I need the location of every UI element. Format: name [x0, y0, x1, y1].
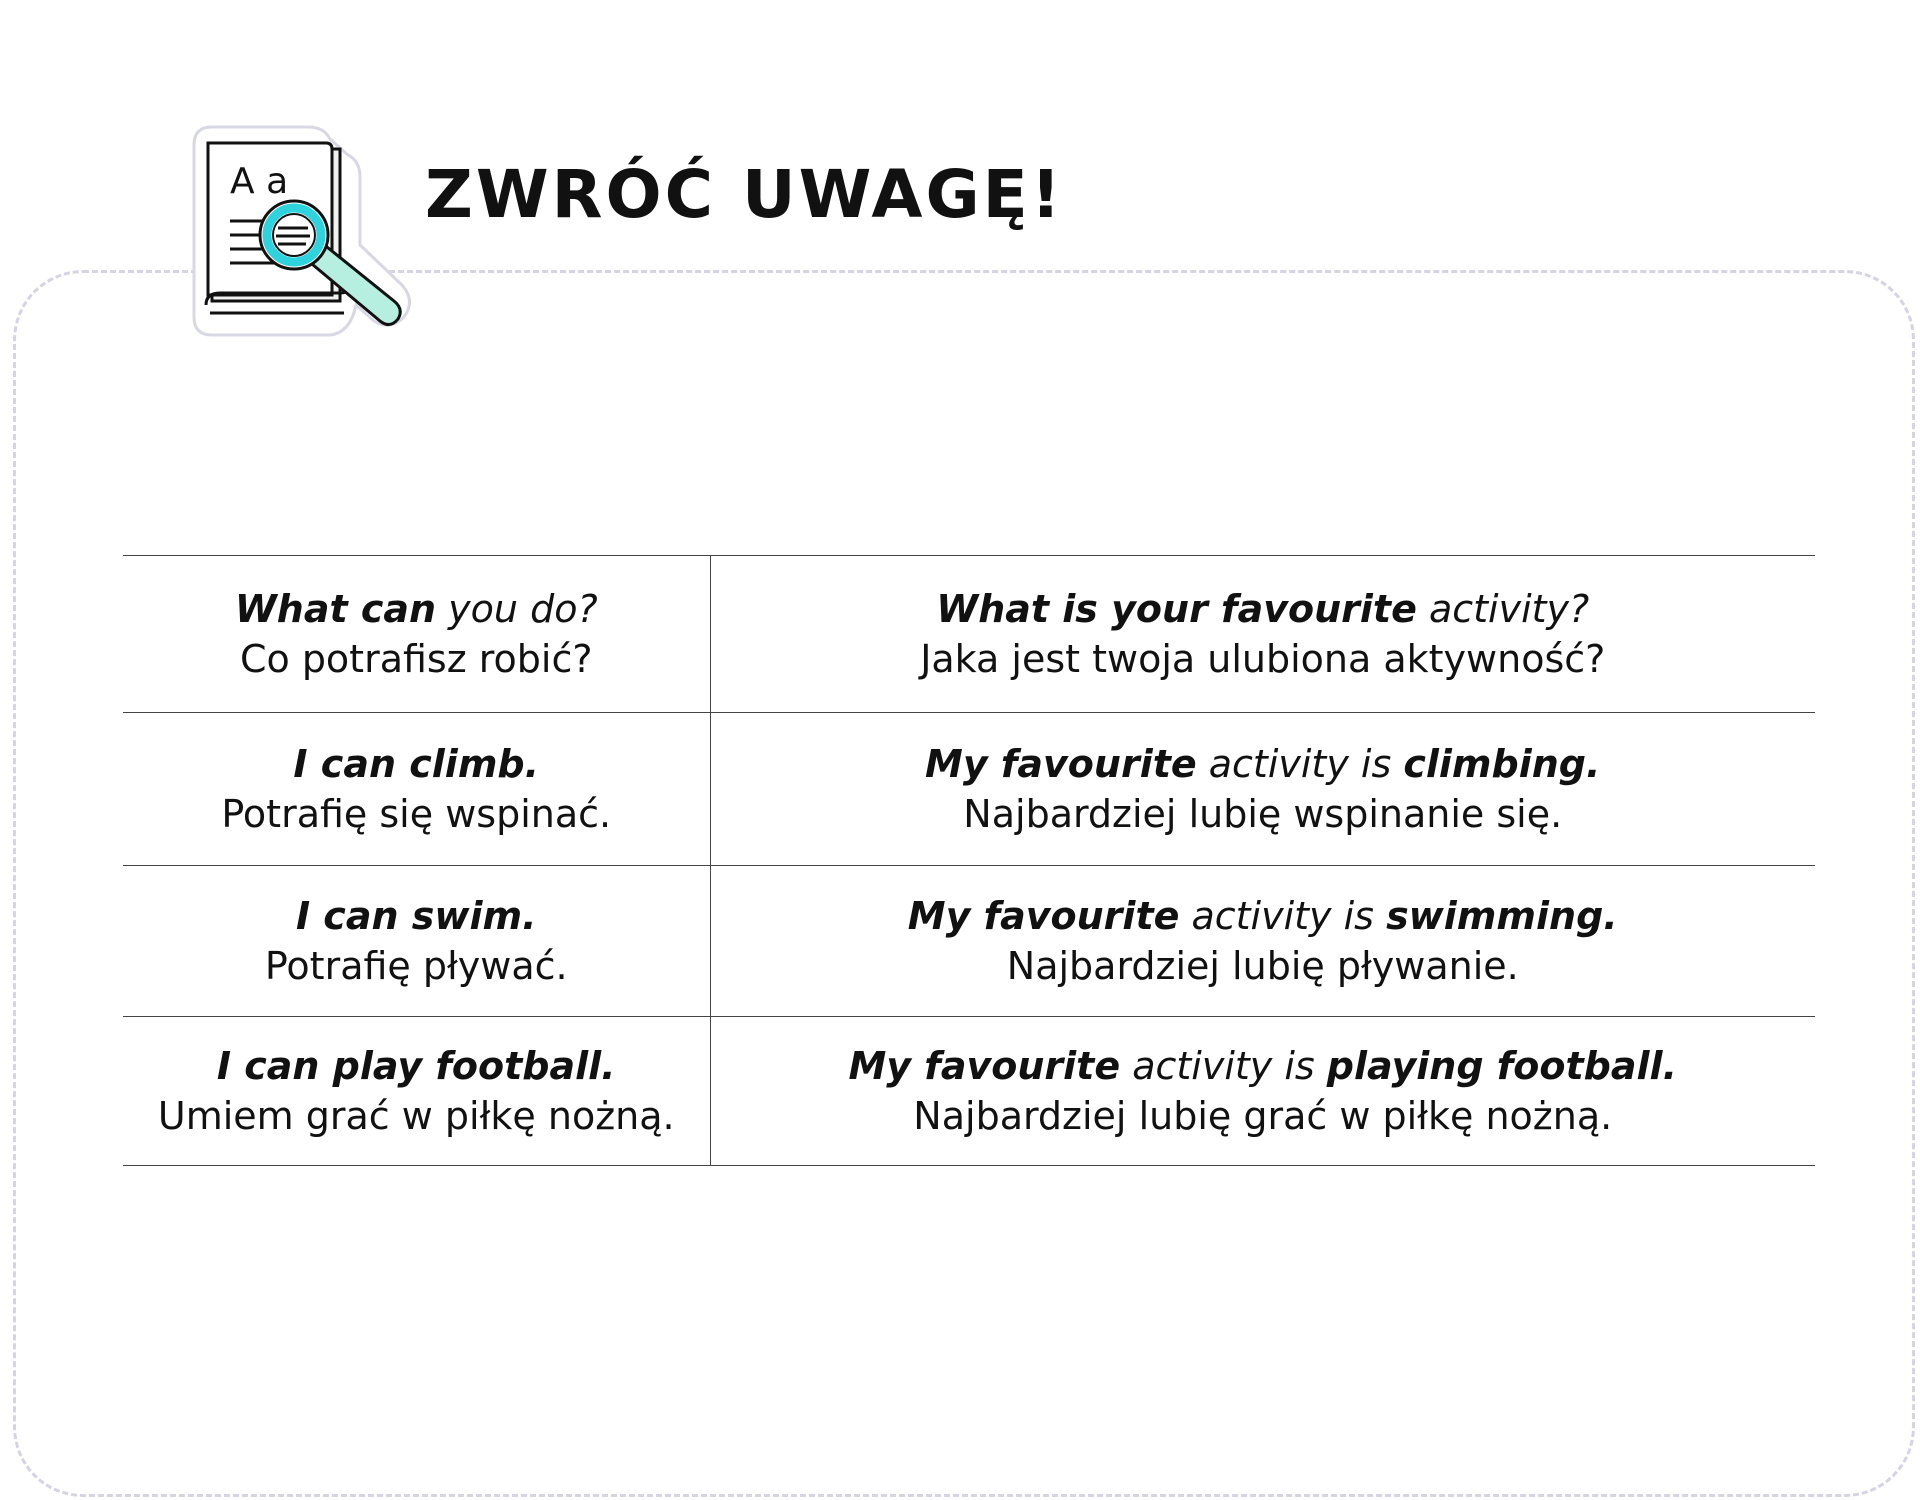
phrase-emphasis: climbing.	[1403, 742, 1601, 786]
english-phrase	[711, 739, 1816, 789]
phrase-emphasis: What can	[234, 587, 437, 631]
polish-translation: Najbardziej lubię wspinanie się.	[963, 792, 1563, 836]
english-phrase	[123, 1041, 710, 1091]
ability-cell	[123, 556, 710, 713]
phrase-table-body	[123, 556, 1815, 1166]
polish-translation: Potrafię pływać.	[264, 944, 568, 988]
table-row	[123, 556, 1815, 713]
polish-translation: Umiem grać w piłkę nożną.	[157, 1094, 675, 1138]
table-row	[123, 1017, 1815, 1166]
favourite-activity-cell	[710, 866, 1815, 1017]
polish-translation: Najbardziej lubię grać w piłkę nożną.	[913, 1094, 1613, 1138]
english-phrase	[711, 1041, 1816, 1091]
english-phrase	[123, 584, 710, 634]
phrase-emphasis: playing football.	[1326, 1044, 1678, 1088]
phrase-table	[123, 555, 1815, 1166]
page-title: ZWRÓĆ UWAGĘ!	[425, 156, 1064, 233]
ability-cell	[123, 1017, 710, 1166]
phrase-emphasis: My favourite	[925, 742, 1197, 786]
phrase-emphasis: swimming.	[1386, 894, 1618, 938]
polish-translation: Co potrafisz robić?	[239, 637, 593, 681]
english-phrase	[711, 584, 1816, 634]
phrase-text: you do?	[436, 587, 598, 631]
ability-cell	[123, 866, 710, 1017]
phrase-emphasis: What is your favourite	[936, 587, 1417, 631]
phrase-text: activity is	[1120, 1044, 1327, 1088]
phrase-text: activity is	[1196, 742, 1404, 786]
english-phrase	[123, 739, 710, 789]
dictionary-magnifier-icon	[190, 125, 415, 345]
ability-cell	[123, 713, 710, 866]
icon-letters: A a	[230, 161, 289, 202]
phrase-emphasis: I can play football.	[216, 1044, 616, 1088]
polish-translation: Jaka jest twoja ulubiona aktywność?	[920, 637, 1606, 681]
phrase-emphasis: My favourite	[848, 1044, 1121, 1088]
table-row	[123, 866, 1815, 1017]
phrase-text: activity?	[1416, 587, 1590, 631]
phrase-text: activity is	[1179, 894, 1387, 938]
table-row	[123, 713, 1815, 866]
phrase-emphasis: I can swim.	[295, 894, 537, 938]
favourite-activity-cell	[710, 1017, 1815, 1166]
polish-translation: Najbardziej lubię pływanie.	[1006, 944, 1519, 988]
phrase-emphasis: I can climb.	[293, 742, 540, 786]
english-phrase	[123, 891, 710, 941]
english-phrase	[711, 891, 1816, 941]
favourite-activity-cell	[710, 556, 1815, 713]
favourite-activity-cell	[710, 713, 1815, 866]
phrase-emphasis: My favourite	[907, 894, 1180, 938]
polish-translation: Potrafię się wspinać.	[221, 792, 612, 836]
